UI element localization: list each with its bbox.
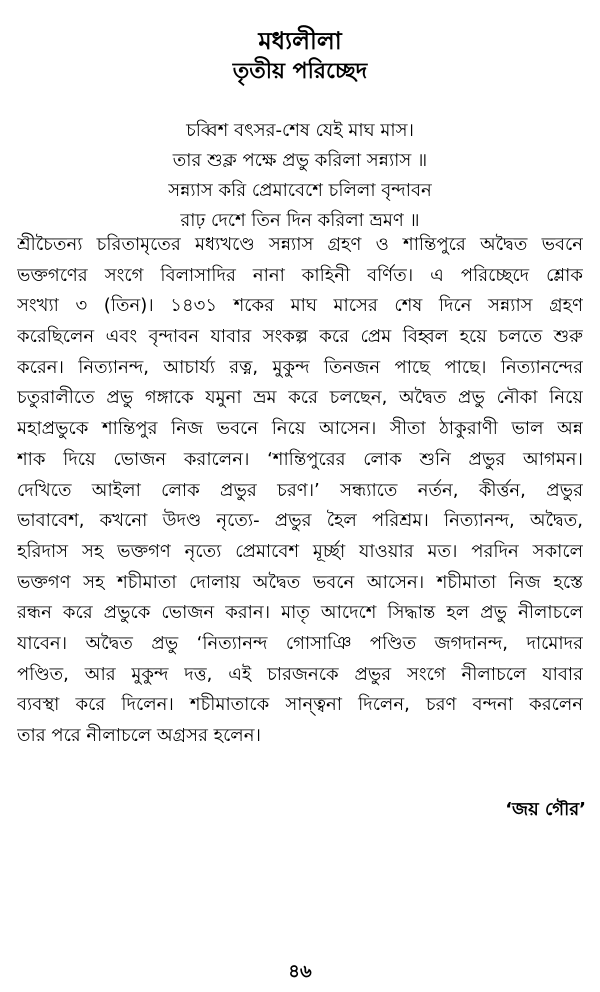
- page-number: ৪৬: [288, 961, 312, 982]
- paragraph-line: করেছিলেন এবং বৃন্দাবন যাবার সংকল্প করে প্রেম বিহ্বল হয়ে চলতে শুরু: [17, 326, 583, 348]
- paragraph-line: মহাপ্রভুকে শান্তিপুর নিজ ভবনে নিয়ে আসেন। সীতা ঠাকুরাণী ভাল অন্ন: [17, 418, 583, 440]
- paragraph-line: ভক্তগণ সহ শচীমাতা দোলায় অদ্বৈত ভবনে আসেন। শচীমাতা নিজ হস্তে: [17, 571, 583, 593]
- paragraph-line: সংখ্যা ৩ (তিন)। ১৪৩১ শকের মাঘ মাসের শেষ দিনে সন্ন্যাস গ্রহণ: [17, 295, 583, 317]
- paragraph-line: ভাবাবেশ, কখনো উদণ্ড নৃত্যে- প্রভুর হৈল পরিশ্রম। নিত্যানন্দ, অদ্বৈত,: [17, 510, 583, 532]
- paragraph-line: তার পরে নীলাচলে অগ্রসর হলেন।: [17, 725, 261, 746]
- paragraph-line: চতুরালীতে প্রভু গঙ্গাকে যমুনা ভ্রম করে চলছেন, অদ্বৈত প্রভু নৌকা নিয়ে: [17, 387, 583, 409]
- paragraph-line: ভক্তগণের সংগে বিলাসাদির নানা কাহিনী বর্ণিত। এ পরিচ্ছেদে শ্লোক: [17, 264, 583, 286]
- paragraph-line: ব্যবস্থা করে দিলেন। শচীমাতাকে সান্ত্বনা দিলেন, চরণ বন্দনা করলেন: [17, 694, 583, 716]
- paragraph-line: শাক দিয়ে ভোজন করালেন। ‘শান্তিপুরের লোক শুনি প্রভুর আগমন।: [17, 448, 583, 470]
- verse-block: [0, 116, 600, 236]
- verse-line: সন্ন্যাস করি প্রেমাবেশে চলিলা বৃন্দাবন: [168, 180, 432, 201]
- paragraph-line: রন্ধন করে প্রভুকে ভোজন করান। মাতৃ আদেশে সিদ্ধান্ত হল প্রভু নীলাচলে: [17, 602, 583, 624]
- verse-line: চব্বিশ বৎসর-শেষ যেই মাঘ মাস।: [186, 120, 414, 141]
- paragraph-line: হরিদাস সহ ভক্তগণ নৃত্যে প্রেমাবেশ মূর্চ্ছা যাওয়ার মত। পরদিন সকালে: [17, 540, 583, 562]
- paragraph-line: যাবেন। অদ্বৈত প্রভু ‘নিত্যানন্দ গোসাঞি পণ্ডিত জগদানন্দ, দামোদর: [17, 632, 583, 654]
- chapter-subtitle: তৃতীয় পরিচ্ছেদ: [232, 59, 368, 84]
- closing-signature: ‘জয় গৌর’: [505, 799, 586, 820]
- page-title: মধ্যলীলা: [258, 27, 342, 55]
- paragraph-line: করেন। নিত্যানন্দ, আচার্য্য রত্ন, মুকুন্দ তিনজন পাছে পাছে। নিত্যানন্দের: [17, 356, 583, 378]
- verse-line: তার শুক্ল পক্ষে প্রভু করিলা সন্ন্যাস ॥: [172, 150, 428, 171]
- paragraph-line: শ্রীচৈতন্য চরিতামৃতের মধ্যখণ্ডে সন্ন্যাস গ্রহণ ও শান্তিপুরে অদ্বৈত ভবনে: [17, 234, 583, 255]
- summary-paragraph: [17, 230, 583, 752]
- paragraph-line: দেখিতে আইলা লোক প্রভুর চরণ।’ সন্ধ্যাতে নর্তন, কীর্ত্তন, প্রভুর: [17, 479, 583, 501]
- paragraph-line: পণ্ডিত, আর মুকুন্দ দত্ত, এই চারজনকে প্রভুর সংগে নীলাচলে যাবার: [17, 663, 583, 685]
- verse-line: রাঢ় দেশে তিন দিন করিলা ভ্রমণ ॥: [180, 210, 420, 231]
